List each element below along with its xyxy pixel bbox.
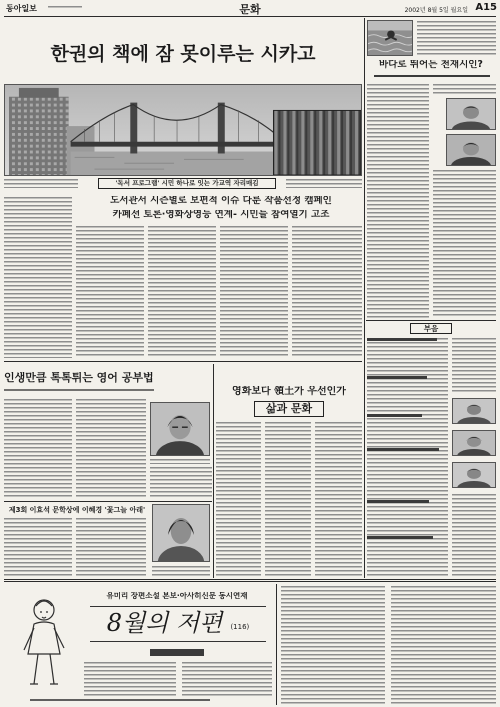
body-text-column (433, 84, 496, 96)
body-text-column (76, 518, 146, 576)
lead-story-bottom-rule (4, 361, 362, 362)
body-text-column (292, 226, 362, 358)
serial-credits-line (30, 699, 210, 703)
lead-subhead-1: 도서관서 시즌별로 보편적 이슈 다룬 작품선정 캠페인 (110, 196, 332, 206)
obituary-top-rule (366, 320, 496, 321)
photo-caption-right (286, 179, 362, 188)
photo-portrait (446, 98, 496, 130)
sea-image (368, 21, 412, 55)
body-text-column (84, 662, 176, 696)
serial-illustration (6, 588, 78, 694)
header-rule (4, 16, 496, 17)
body-text-column (281, 586, 385, 704)
photo-caption (150, 459, 210, 464)
photo-caption-sea (417, 21, 496, 57)
portrait-image (447, 135, 495, 165)
body-text-column (452, 338, 496, 394)
illustration-figure (6, 588, 78, 694)
serial-top-rule-2 (4, 581, 496, 582)
body-text-column (76, 399, 146, 498)
literary-prize-headline: 제3회 이효석 문학상에 이혜경 '꽃그늘 아래' (8, 506, 146, 514)
photo-portrait (452, 462, 496, 488)
english-story-subtitle (4, 389, 154, 393)
column-label: 삶과 문화 (254, 401, 324, 417)
brief-subhead (367, 414, 422, 417)
body-text-column (216, 422, 261, 576)
portrait-image (153, 505, 209, 561)
column-headline: 영화보다 領土가 우선인가 (232, 386, 346, 397)
photo-portrait (446, 134, 496, 166)
poet-story-headline: 바다로 뛰어든 천재시인? (379, 60, 483, 70)
chicago-bridge-image (5, 85, 361, 175)
lead-headline: 한권의 책에 잠 못이루는 시카고 (50, 44, 316, 65)
body-text-column (433, 170, 496, 318)
page-number: A15 (475, 2, 497, 13)
serial-kicker: 유미리 장편소설 본보·아사히신문 동시연재 (106, 592, 248, 600)
serial-title: 8월의 저편 (106, 609, 223, 637)
body-text-column (367, 84, 429, 318)
column-divider (213, 364, 214, 578)
photo-banner-caption: '독서 프로그램' 시민 하나로 잇는 가교역 자리매김 (98, 178, 276, 189)
portrait-image (453, 399, 495, 423)
body-text-column (220, 226, 288, 358)
photo-chicago-bridge (4, 84, 362, 176)
photo-portrait (452, 430, 496, 456)
serial-chapter-box (150, 649, 204, 656)
body-text-column (452, 494, 496, 577)
brief-subhead (367, 536, 433, 539)
body-text-column (391, 586, 496, 704)
literary-prize-top-rule (4, 501, 212, 502)
lead-subhead-2: 카페선 토론·영화상영등 연계- 시민들 참여열기 고조 (112, 210, 330, 220)
body-text-column (76, 226, 144, 358)
photo-person-in-sea (367, 20, 413, 56)
main-column-divider (364, 18, 365, 578)
photo-prize-winner-portrait (152, 504, 210, 562)
serial-title-box (90, 606, 266, 642)
portrait-image (453, 431, 495, 455)
section-title: 문화 (239, 3, 261, 16)
masthead-issue-line (48, 6, 82, 10)
portrait-image (453, 463, 495, 487)
brief-subhead (367, 376, 427, 379)
body-text-column (4, 197, 72, 358)
portrait-image (447, 99, 495, 129)
serial-installment-number: (116) (230, 622, 250, 631)
body-text-column (4, 518, 72, 576)
masthead-paper-name: 동아일보 (6, 4, 37, 13)
body-text-column (4, 399, 72, 498)
serial-divider (276, 584, 277, 705)
english-story-headline: 인생만큼 톡톡튀는 영어 공부법 (4, 372, 154, 384)
obituary-label: 부음 (410, 323, 452, 334)
body-text-column (367, 338, 448, 577)
photo-author-portrait (150, 402, 210, 456)
photo-caption (152, 566, 210, 576)
brief-subhead (367, 338, 437, 341)
photo-portrait (452, 398, 496, 424)
body-text-column (148, 226, 216, 358)
body-text-column (182, 662, 272, 696)
body-text-column (150, 467, 212, 498)
brief-subhead (367, 500, 429, 503)
brief-subhead (367, 448, 439, 451)
issue-date: 2002년 8월 5일 월요일 (404, 7, 468, 14)
serial-top-rule (4, 579, 496, 580)
poet-story-subtitle (374, 75, 490, 79)
body-text-column (265, 422, 311, 576)
body-text-column (315, 422, 362, 576)
photo-caption-left (4, 179, 78, 188)
portrait-image (151, 403, 209, 455)
